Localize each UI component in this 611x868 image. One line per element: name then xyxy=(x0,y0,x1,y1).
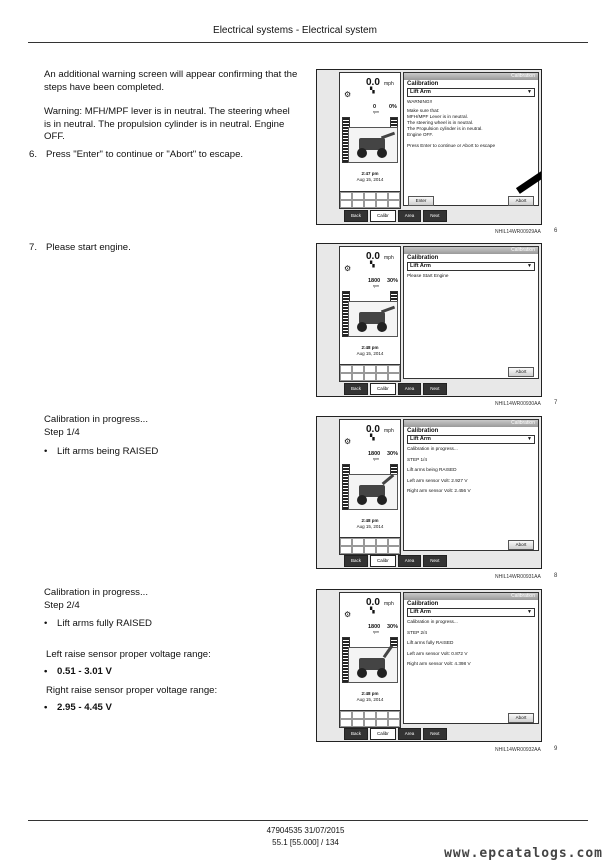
calibration-panel xyxy=(403,246,539,379)
tractor-icon: ▚ xyxy=(370,262,375,268)
tab-back[interactable]: Back xyxy=(344,728,368,740)
load-percent: 0% xyxy=(389,104,397,110)
bottom-tabs xyxy=(344,728,447,738)
figure-8-screen xyxy=(316,416,542,569)
lift-arm-dropdown[interactable] xyxy=(407,435,535,444)
figure-9-number: 9 xyxy=(554,746,558,752)
calibration-panel xyxy=(403,592,539,724)
figure-6-screen xyxy=(316,69,542,225)
message-area xyxy=(404,97,538,151)
bullet-marker: • xyxy=(44,702,48,713)
tab-calibr[interactable]: Calibr xyxy=(370,210,396,222)
calibration-titlebar: Calibration xyxy=(404,73,538,80)
message-line: The Propulsion cylinder is in neutral. xyxy=(407,126,483,131)
speed-unit: mph xyxy=(384,601,394,607)
figure-8-id: NHIL14WR00931AA xyxy=(495,574,541,580)
footer-rule xyxy=(28,820,588,821)
intro-paragraph: An additional warning screen will appear confirming that the steps have been completed. xyxy=(44,69,298,93)
dropdown-arrow-icon: ▼ xyxy=(527,89,532,95)
lift-arm-dropdown[interactable] xyxy=(407,262,535,271)
bottom-tabs xyxy=(344,210,447,220)
step-1-of-4: Step 1/4 xyxy=(44,427,80,438)
calibration-title: Calibration xyxy=(407,81,439,87)
bottom-tabs xyxy=(344,383,447,393)
calibration-progress-1: Calibration in progress... xyxy=(44,414,148,425)
tab-back[interactable]: Back xyxy=(344,210,368,222)
load-percent: 30% xyxy=(387,451,399,457)
message-line: Lift arms fully RAISED xyxy=(407,640,454,646)
calibration-titlebar: Calibration xyxy=(404,420,538,427)
tractor-icon: ▚ xyxy=(370,435,375,441)
figure-9-id: NHIL14WR00932AA xyxy=(495,747,541,753)
message-area xyxy=(404,617,538,670)
abort-button[interactable]: Abort xyxy=(508,367,534,377)
step-6-text: Press "Enter" to continue or "Abort" to escape. xyxy=(46,149,244,160)
figure-8-number: 8 xyxy=(554,573,558,579)
speed-readout: 0.0 xyxy=(366,77,380,88)
rpm-readout: 0 xyxy=(373,104,377,110)
tab-next[interactable]: Next xyxy=(423,555,446,567)
figure-7-id: NHIL14WR00930AA xyxy=(495,401,541,407)
dropdown-arrow-icon: ▼ xyxy=(527,263,532,269)
message-line: Left arm sensor Volt: 0.872 V xyxy=(407,650,468,656)
clock-time: 2:48 pm xyxy=(361,345,379,350)
step-7-number: 7. xyxy=(29,242,38,253)
bullet-marker: • xyxy=(44,666,48,677)
tractor-icon: ▚ xyxy=(370,608,375,614)
message-line: The steering wheel is in neutral. xyxy=(407,120,474,125)
message-area xyxy=(404,271,538,281)
message-line: Engine OFF. xyxy=(407,132,434,137)
calibration-titlebar: Calibration xyxy=(404,593,538,600)
bullet-marker: • xyxy=(44,618,48,629)
rpm-unit: rpm xyxy=(373,630,380,634)
clock-date: Aug 15, 2014 xyxy=(356,524,384,529)
calibration-title: Calibration xyxy=(407,601,439,607)
clock-time: 2:48 pm xyxy=(361,691,379,696)
enter-button[interactable]: Enter xyxy=(408,196,434,206)
abort-button[interactable]: Abort xyxy=(508,540,534,550)
figure-7-screen xyxy=(316,243,542,397)
speed-readout: 0.0 xyxy=(366,597,380,608)
tab-area[interactable]: Area xyxy=(398,383,422,395)
tab-back[interactable]: Back xyxy=(344,555,368,567)
step-7-text: Please start engine. xyxy=(46,242,131,253)
calibration-progress-2: Calibration in progress... xyxy=(44,587,148,598)
lift-arm-dropdown[interactable] xyxy=(407,608,535,617)
load-percent: 30% xyxy=(387,624,399,630)
tab-area[interactable]: Area xyxy=(398,555,422,567)
message-line: WARNING!! xyxy=(407,99,433,104)
rpm-unit: rpm xyxy=(373,457,380,461)
message-line: Calibration in progress... xyxy=(407,619,458,624)
left-status-panel xyxy=(339,419,401,539)
message-line: Right arm sensor Volt: 4.398 V xyxy=(407,661,471,667)
tractor-icon: ▚ xyxy=(370,88,375,94)
clock-date: Aug 15, 2014 xyxy=(356,351,384,356)
calibration-panel xyxy=(403,419,539,551)
tab-next[interactable]: Next xyxy=(423,383,446,395)
tab-area[interactable]: Area xyxy=(398,210,422,222)
vehicle-image xyxy=(348,647,398,683)
shortcut-grid xyxy=(339,191,401,209)
header-rule xyxy=(28,42,588,43)
tab-calibr[interactable]: Calibr xyxy=(370,728,396,740)
rpm-readout: 1800 xyxy=(368,451,381,457)
gear-icon: ⚙ xyxy=(344,90,352,99)
vehicle-image xyxy=(348,301,398,337)
gear-icon: ⚙ xyxy=(344,264,352,273)
step-6-number: 6. xyxy=(29,149,38,160)
tab-area[interactable]: Area xyxy=(398,728,422,740)
speed-readout: 0.0 xyxy=(366,251,380,262)
footer-doc-id: 47904535 31/07/2015 xyxy=(266,826,345,835)
message-area xyxy=(404,444,538,497)
gear-icon: ⚙ xyxy=(344,610,352,619)
message-line: Press Enter to continue or Abort to escape xyxy=(407,143,496,148)
message-line: STEP 2/4 xyxy=(407,629,427,635)
left-status-panel xyxy=(339,592,401,712)
abort-button[interactable]: Abort xyxy=(508,196,534,206)
dropdown-arrow-icon: ▼ xyxy=(527,609,532,615)
message-line: Make sure that: xyxy=(407,108,440,113)
abort-button[interactable]: Abort xyxy=(508,713,534,723)
lift-arm-dropdown[interactable] xyxy=(407,88,535,97)
bullet-lift-raised: Lift arms fully RAISED xyxy=(57,618,152,629)
warning-paragraph: Warning: MFH/MPF lever is in neutral. The steering wheel is in neutral. The propulsion cylinder is in neutral. Engine OFF. xyxy=(44,106,290,142)
message-line: Calibration in progress... xyxy=(407,446,458,451)
left-status-panel xyxy=(339,72,401,192)
bullet-marker: • xyxy=(44,446,48,457)
gear-icon: ⚙ xyxy=(344,437,352,446)
clock-time: 2:47 pm xyxy=(361,171,379,176)
dropdown-value: Lift Arm xyxy=(410,89,431,95)
clock-time: 2:48 pm xyxy=(361,518,379,523)
calibration-title: Calibration xyxy=(407,428,439,434)
shortcut-grid xyxy=(339,710,401,728)
load-percent: 30% xyxy=(387,278,399,284)
shortcut-grid xyxy=(339,364,401,382)
watermark: www.epcatalogs.com xyxy=(444,846,603,861)
calibration-titlebar: Calibration xyxy=(404,247,538,254)
speed-unit: mph xyxy=(384,255,394,261)
figure-6-number: 6 xyxy=(554,228,558,234)
rpm-unit: rpm xyxy=(373,110,380,114)
right-sensor-range-value: 2.95 - 4.45 V xyxy=(57,702,112,713)
tab-back[interactable]: Back xyxy=(344,383,368,395)
message-line: STEP 1/4 xyxy=(407,456,427,462)
figure-6-id: NHIL14WR00929AA xyxy=(495,229,541,235)
tab-calibr[interactable]: Calibr xyxy=(370,555,396,567)
step-2-of-4: Step 2/4 xyxy=(44,600,80,611)
rpm-unit: rpm xyxy=(373,284,380,288)
bottom-tabs xyxy=(344,555,447,565)
speed-readout: 0.0 xyxy=(366,424,380,435)
dropdown-value: Lift Arm xyxy=(410,609,431,615)
tab-next[interactable]: Next xyxy=(423,728,446,740)
figure-9-screen xyxy=(316,589,542,742)
figure-7-number: 7 xyxy=(554,400,558,406)
message-line: MFH/MPF Lever is in neutral. xyxy=(407,114,468,119)
clock-date: Aug 15, 2014 xyxy=(356,697,384,702)
footer-page: 55.1 [55.000] / 134 xyxy=(272,838,339,847)
message-line: Lift arms being RAISED xyxy=(407,467,457,473)
left-status-panel xyxy=(339,246,401,366)
vehicle-image xyxy=(348,127,398,163)
shortcut-grid xyxy=(339,537,401,555)
dropdown-value: Lift Arm xyxy=(410,436,431,442)
tab-calibr[interactable]: Calibr xyxy=(370,383,396,395)
page-header: Electrical systems - Electrical system xyxy=(213,25,377,36)
bullet-lift-raising: Lift arms being RAISED xyxy=(57,446,159,457)
dropdown-arrow-icon: ▼ xyxy=(527,436,532,442)
vehicle-image xyxy=(348,474,398,510)
message-line: Please Start Engine xyxy=(407,273,449,278)
left-sensor-range-value: 0.51 - 3.01 V xyxy=(57,666,112,677)
message-line: Left arm sensor Volt: 2.927 V xyxy=(407,477,468,483)
message-line: Right arm sensor Volt: 2.456 V xyxy=(407,488,471,494)
speed-unit: mph xyxy=(384,428,394,434)
right-sensor-range-label: Right raise sensor proper voltage range: xyxy=(46,685,218,696)
dropdown-value: Lift Arm xyxy=(410,263,431,269)
speed-unit: mph xyxy=(384,81,394,87)
rpm-readout: 1800 xyxy=(368,624,381,630)
tab-next[interactable]: Next xyxy=(423,210,446,222)
calibration-title: Calibration xyxy=(407,255,439,261)
clock-date: Aug 15, 2014 xyxy=(356,177,384,182)
rpm-readout: 1800 xyxy=(368,278,381,284)
left-sensor-range-label: Left raise sensor proper voltage range: xyxy=(46,649,211,660)
